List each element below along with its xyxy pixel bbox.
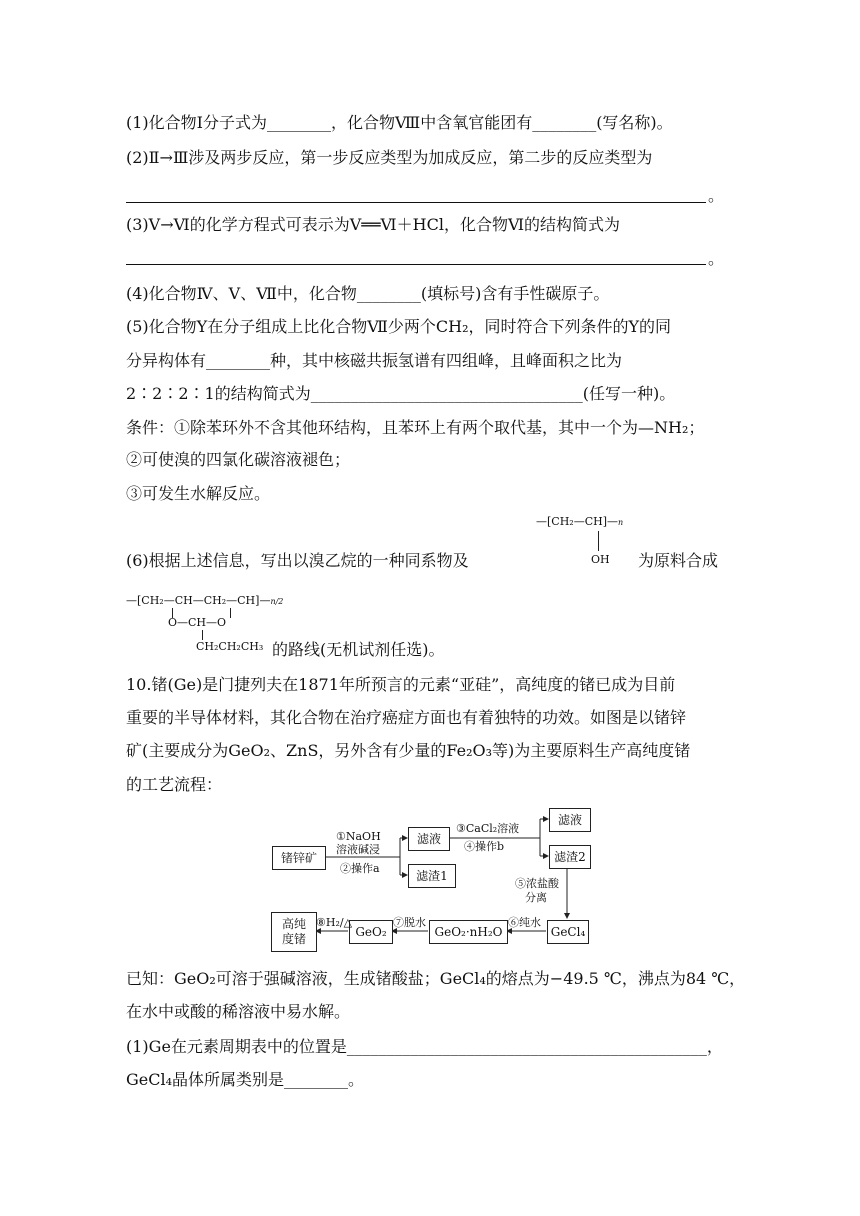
question-10-line-2: 重要的半导体材料，其化合物在治疗癌症方面也有着独特的功效。如图是以锗锌	[126, 708, 687, 727]
flow-step-7: ⑦脱水	[393, 916, 426, 929]
known-line-2: 在水中或酸的稀溶液中易水解。	[126, 1002, 351, 1021]
flow-step-1a: ①NaOH	[336, 830, 381, 843]
question-2: (2)Ⅱ→Ⅲ涉及两步反应，第一步反应类型为加成反应，第二步的反应类型为	[126, 148, 653, 167]
pva-chain: —[CH₂—CH]—	[536, 515, 619, 528]
pvb-acetal: O—CH—O	[168, 616, 227, 629]
question-10-line-4: 的工艺流程：	[126, 775, 223, 794]
flow-step-8: ⑧H₂/△	[316, 916, 353, 929]
pvb-n: n/2	[270, 597, 284, 606]
question-10-line-3: 矿(主要成分为GeO₂、ZnS，另外含有少量的Fe₂O₃等)为主要原料生产高纯度锗	[126, 741, 691, 760]
question-6-part-b: 为原料合成	[638, 551, 719, 570]
flow-pure-ge-box	[271, 912, 317, 952]
flow-step-3: ③CaCl₂溶液	[456, 822, 520, 835]
question-5-condition-2: ②可使溴的四氯化碳溶液褪色；	[126, 450, 351, 469]
question-10-line-1: 10.锗(Ge)是门捷列夫在1871年所预言的元素“亚硅”，高纯度的锗已成为目前	[126, 675, 676, 694]
flow-step-4: ④操作b	[464, 840, 505, 853]
flow-pure-ge-line-1: 高纯	[281, 917, 306, 931]
flow-residue-1-box: 滤渣1	[408, 864, 456, 888]
question-5-line-3: 2∶2∶2∶1的结构简式为__________________________________(任写一种)。	[126, 384, 676, 403]
flow-step-5b: 分离	[525, 891, 547, 904]
pva-n: n	[618, 518, 624, 527]
question-5-condition-1: 条件：①除苯环外不含其他环结构，且苯环上有两个取代基，其中一个为—NH₂；	[126, 418, 705, 437]
flow-filtrate-2-box: 滤液	[549, 808, 591, 832]
question-6-part-c: 的路线(无机试剂任选)。	[272, 640, 445, 659]
question-10-1-line-1: (1)Ge在元素周期表中的位置是_____________________________________________，	[126, 1037, 723, 1056]
flow-filtrate-1-box: 滤液	[408, 827, 450, 851]
question-6-part-a: (6)根据上述信息，写出以溴乙烷的一种同系物及	[126, 551, 469, 570]
known-line-1: 已知：GeO₂可溶于强碱溶液，生成锗酸盐；GeCl₄的熔点为−49.5 ℃，沸点为84 ℃，	[126, 969, 746, 988]
flow-step-2: ②操作a	[340, 862, 380, 875]
pva-oh: OH	[591, 553, 610, 566]
flow-pure-ge-line-2: 度锗	[281, 932, 306, 946]
question-10-1-line-2: GeCl₄晶体所属类别是________。	[126, 1070, 365, 1089]
pvb-propyl: CH₂CH₂CH₃	[196, 640, 264, 653]
flow-geo2-box: GeO₂	[349, 920, 393, 944]
question-3: (3)Ⅴ→Ⅵ的化学方程式可表示为Ⅴ══Ⅵ＋HCl，化合物Ⅵ的结构简式为	[126, 215, 621, 234]
flow-residue-2-box: 滤渣2	[549, 845, 591, 869]
question-1: (1)化合物Ⅰ分子式为________，化合物Ⅷ中含氧官能团有________(写名称)。	[126, 113, 673, 132]
flow-geo2-hydrate-box: GeO₂·nH₂O	[429, 920, 508, 944]
flow-step-5a: ⑤浓盐酸	[515, 877, 559, 890]
pvb-chain: —[CH₂—CH—CH₂—CH]—	[126, 594, 271, 607]
flow-step-1b: 溶液碱浸	[336, 843, 380, 856]
question-5-line-2: 分异构体有________种，其中核磁共振氢谱有四组峰，且峰面积之比为	[126, 351, 623, 370]
question-5-condition-3: ③可发生水解反应。	[126, 484, 271, 503]
period-3: 。	[708, 249, 725, 268]
question-4: (4)化合物Ⅳ、Ⅴ、Ⅶ中，化合物________(填标号)含有手性碳原子。	[126, 284, 610, 303]
period-2: 。	[708, 186, 725, 205]
flow-ore-box: 锗锌矿	[272, 846, 326, 870]
question-5-line-1: (5)化合物Y在分子组成上比化合物Ⅶ少两个CH₂，同时符合下列条件的Y的同	[126, 317, 672, 336]
flow-step-6: ⑥纯水	[508, 916, 541, 929]
flow-gecl4-box: GeCl₄	[547, 920, 589, 944]
